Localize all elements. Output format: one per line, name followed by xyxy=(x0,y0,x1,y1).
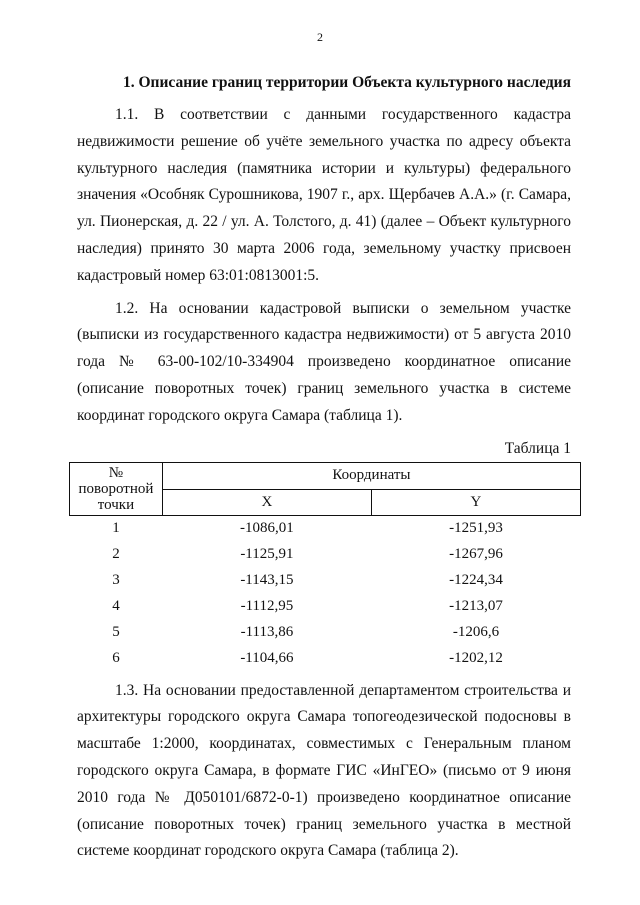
table-row xyxy=(70,515,581,542)
y-column-header: Y xyxy=(371,490,580,515)
y-coordinate-cell: -1213,07 xyxy=(449,598,503,615)
x-coordinate-cell: -1086,01 xyxy=(240,520,294,537)
section-heading: 1. Описание границ территории Объекта культурного наследия xyxy=(122,74,571,91)
x-coordinate-cell: -1104,66 xyxy=(240,650,294,667)
paragraph-1-1: 1.1. В соответствии с данными государственного кадастра недвижимости решение об учёте земельного участка по адресу объекта культурного наследия (памятника истории и культуры) федерального значения «Особняк Сурошникова, 1907 г., арх. Щербачев А.А.» (г. Самара, ул. Пионерская, д. 22 / ул. А. Толстого, д. 41) (далее – Объект культурного наследия) принято 30 марта 2006 года, земельному участку присвоен кадастровый номер 63:01:0813001:5. xyxy=(77,106,571,284)
coordinates-table xyxy=(69,462,581,672)
paragraph-1-2: 1.2. На основании кадастровой выписки о земельном участке (выписки из государственного кадастра недвижимости) от 5 августа 2010 года № 63-00-102/10-334904 произведено координатное описание (описание поворотных точек) границ земельного участка в системе координат городского округа Самара (таблица 1). xyxy=(77,299,571,424)
table-row xyxy=(70,542,581,568)
point-number-cell: 2 xyxy=(112,546,120,563)
point-number-header xyxy=(70,462,163,515)
document-body xyxy=(77,70,571,871)
x-coordinate-cell: -1143,15 xyxy=(240,572,294,589)
y-coordinate-cell: -1206,6 xyxy=(452,624,500,641)
point-number-cell: 6 xyxy=(112,650,120,667)
x-coordinate-cell: -1112,95 xyxy=(240,598,294,615)
x-column-header: X xyxy=(162,490,371,515)
point-number-cell: 1 xyxy=(112,520,120,537)
point-number-cell: 3 xyxy=(112,572,120,589)
point-number-cell: 4 xyxy=(112,598,120,615)
x-coordinate-cell: -1113,86 xyxy=(240,624,294,641)
coordinates-header: Координаты xyxy=(162,462,580,490)
y-coordinate-cell: -1202,12 xyxy=(449,650,503,667)
table-row xyxy=(70,568,581,594)
point-number-cell: 5 xyxy=(112,624,120,641)
point-header-line-2: поворотной xyxy=(78,480,154,497)
table-row xyxy=(70,620,581,646)
point-header-line-1: № xyxy=(108,464,124,481)
y-coordinate-cell: -1251,93 xyxy=(449,520,503,537)
y-coordinate-cell: -1224,34 xyxy=(449,572,503,589)
y-coordinate-cell: -1267,96 xyxy=(449,546,503,563)
x-coordinate-cell: -1125,91 xyxy=(240,546,294,563)
point-header-line-3: точки xyxy=(97,496,135,513)
table-row xyxy=(70,594,581,620)
table-row xyxy=(70,646,581,672)
table-caption: Таблица 1 xyxy=(504,439,571,457)
paragraph-1-3: 1.3. На основании предоставленной департаментом строительства и архитектуры городского округа Самара топогеодезической подосновы в масштабе 1:2000, координатах, совместимых с Генеральным планом городского округа Самара, в формате ГИС «ИнГЕО» (письмо от 9 июня 2010 года № Д050101/6872-0-1) произведено координатное описание (описание поворотных точек) границ земельного участка в местной системе координат городского округа Самара (таблица 2). xyxy=(77,681,571,860)
page-number: 2 xyxy=(317,30,323,44)
